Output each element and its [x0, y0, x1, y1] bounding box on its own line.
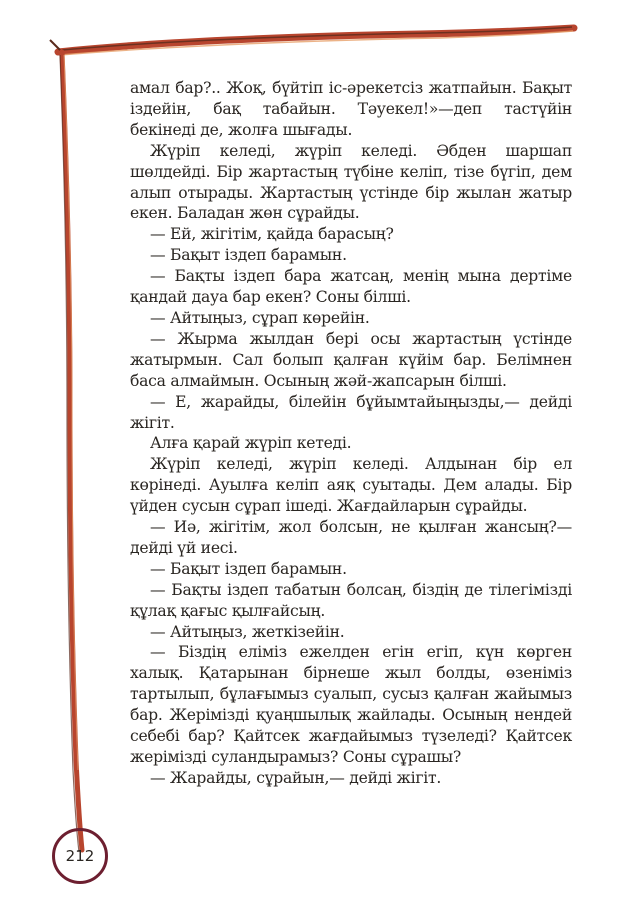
paragraph-10: Жүріп келеді, жүріп келеді. Алдынан бір ел көрінеді. Ауылға келіп аяқ суытады. Дем алады. Бір үйден сусын сұрап ішеді. Жағдайларын сұрайды. — [130, 455, 572, 516]
page-number: 212 — [52, 828, 108, 884]
paragraph-16: — Жарайды, сұрайын,— дейді жігіт. — [150, 768, 442, 787]
paragraph-7: — Жырма жылдан бері осы жартастың үстінде жатырмын. Сал болып қалған күйім бар. Белімнен баса алмаймын. Осының жәй-жапсарын білші. — [130, 329, 572, 390]
paragraph-14: — Айтыңыз, жеткізейін. — [150, 622, 345, 641]
paragraph-12: — Бақыт іздеп барамын. — [150, 559, 347, 578]
paragraph-6: — Айтыңыз, сұрап көрейін. — [150, 308, 370, 327]
paragraph-8: — Е, жарайды, білейін бұйымтайыңызды,— дейді жігіт. — [130, 392, 572, 432]
paragraph-2: Жүріп келеді, жүріп келеді. Әбден шаршап шөлдейді. Бір жартастың түбіне келіп, тізе бүгіп, дем алып отырады. Жартастың үстінде бір жылан жатыр екен. Баладан жөн сұрайды. — [130, 141, 572, 223]
paragraph-4: — Бақыт іздеп барамын. — [150, 246, 347, 265]
story-text — [130, 78, 572, 789]
paragraph-15: — Біздің еліміз ежелден егін егіп, күн көрген халық. Қатарынан бірнеше жыл болды, өзеніміз тартылып, бұлағымыз суалып, сусыз қалған жайымыз бар. Жерімізді қуаңшылық жайлады. Осының нендей себебі бар? Қайтсек жағдайымыз түзеледі? Қайтсек жерімізді суландырамыз? Соны сұрашы? — [130, 643, 572, 766]
paragraph-5: — Бақты іздеп бара жатсаң, менің мына дертіме қандай дауа бар екен? Соны білші. — [130, 267, 572, 307]
paragraph-11: — Иә, жігітім, жол болсын, не қылған жансың?— дейді үй иесі. — [130, 518, 572, 557]
paragraph-1: амал бар?.. Жоқ, бүйтіп іс-әрекетсіз жатпайын. Бақыт іздейін, бақ табайын. Тәуекел!»—деп тастүйін бекінеді де, жолға шығады. — [130, 79, 572, 139]
paragraph-13: — Бақты іздеп табатын болсаң, біздің де тілегімізді құлақ қағыс қылғайсың. — [130, 580, 572, 620]
paragraph-9: Алға қарай жүріп кетеді. — [150, 434, 352, 453]
paragraph-3: — Ей, жігітім, қайда барасың? — [150, 225, 394, 244]
